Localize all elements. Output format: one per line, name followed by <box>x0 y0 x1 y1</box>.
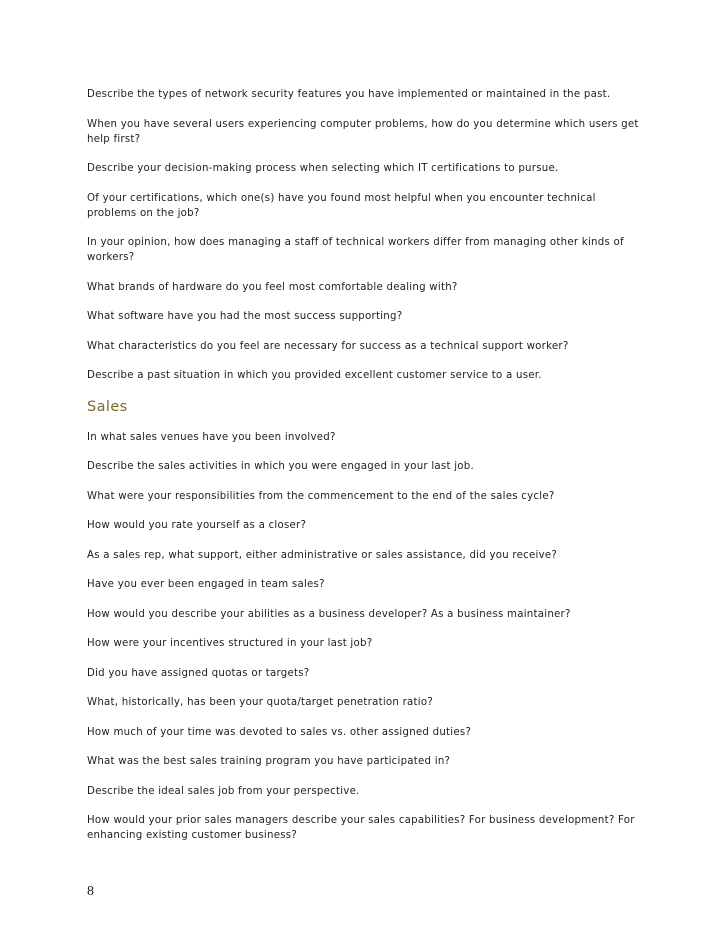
sales-question-closer: How would you rate yourself as a closer? <box>87 520 307 531</box>
sales-question-time-devoted: How much of your time was devoted to sales vs. other assigned duties? <box>87 726 472 738</box>
sales-question-responsibilities: What were your responsibilities from the commencement to the end of the sales cycle? <box>87 490 555 502</box>
sales-question-manager-description: How would your prior sales managers describe your sales capabilities? For business development? For enhancing existing customer business? <box>87 815 635 841</box>
sales-question-business-developer: How would you describe your abilities as a business developer? As a business maintainer? <box>87 608 571 620</box>
question-support-characteristics: What characteristics do you feel are necessary for success as a technical support worker? <box>87 340 569 352</box>
question-managing-technical-staff: In your opinion, how does managing a staff of technical workers differ from managing other kinds of workers? <box>87 237 624 263</box>
page-content <box>87 87 647 858</box>
section-heading-sales: Sales <box>87 398 128 415</box>
sales-question-support: As a sales rep, what support, either administrative or sales assistance, did you receive? <box>87 549 558 561</box>
question-hardware-brands: What brands of hardware do you feel most comfortable dealing with? <box>87 281 458 293</box>
sales-question-venues: In what sales venues have you been involved? <box>87 431 336 443</box>
sales-question-incentives: How were your incentives structured in your last job? <box>87 638 373 649</box>
page-number: 8 <box>87 884 94 899</box>
sales-question-team-sales: Have you ever been engaged in team sales? <box>87 579 325 590</box>
question-software-support: What software have you had the most success supporting? <box>87 311 403 322</box>
question-helpful-certifications: Of your certifications, which one(s) have you found most helpful when you encounter technical problems on the job? <box>87 192 596 219</box>
sales-question-training-program: What was the best sales training program you have participated in? <box>87 756 451 767</box>
question-user-priority: When you have several users experiencing computer problems, how do you determine which users get help first? <box>87 118 639 145</box>
sales-question-quotas: Did you have assigned quotas or targets? <box>87 667 310 679</box>
sales-question-penetration-ratio: What, historically, has been your quota/target penetration ratio? <box>87 697 434 708</box>
question-certification-decision: Describe your decision-making process when selecting which IT certifications to pursue. <box>87 163 559 174</box>
sales-question-ideal-job: Describe the ideal sales job from your perspective. <box>87 785 360 797</box>
sales-question-activities: Describe the sales activities in which you were engaged in your last job. <box>87 461 474 472</box>
question-customer-service: Describe a past situation in which you provided excellent customer service to a user. <box>87 370 542 381</box>
question-network-security: Describe the types of network security features you have implemented or maintained in the past. <box>87 89 611 100</box>
